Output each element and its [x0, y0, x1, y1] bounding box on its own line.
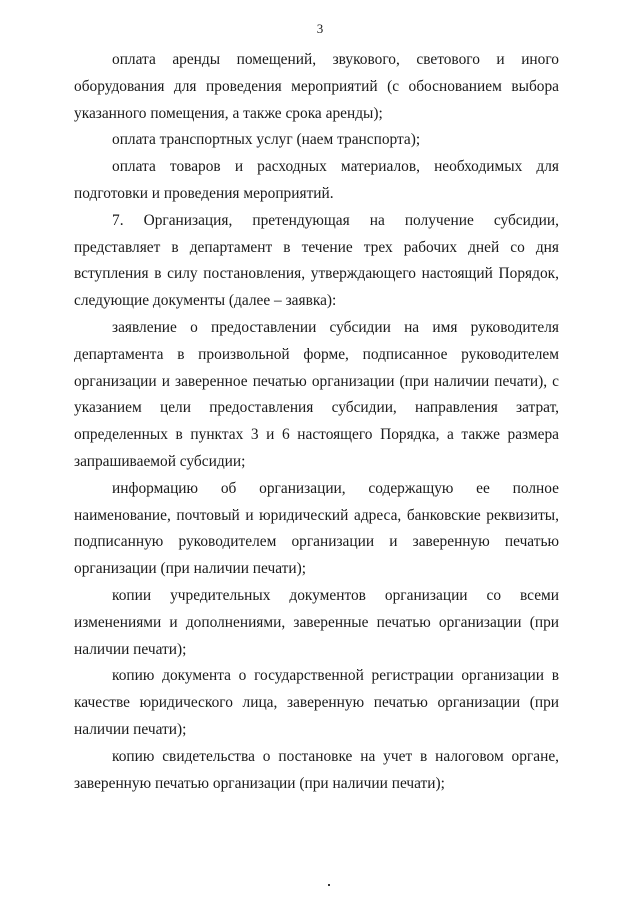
- paragraph-item-7: 7. Организация, претендующая на получение субсидии, представляет в департамент в течение трех рабочих дней со дня вступления в силу постановления, утверждающего настоящий Порядок, следующие документы (далее – заявка):: [74, 211, 559, 310]
- paragraph-founding-documents: копии учредительных документов организации со всеми изменениями и дополнениями, заверенные печатью организации (при наличии печати);: [74, 586, 559, 658]
- document-body: [74, 47, 559, 797]
- paragraph-transport: оплата транспортных услуг (наем транспорта);: [112, 131, 421, 149]
- scan-dot: [328, 884, 330, 886]
- paragraph-rent-equipment: оплата аренды помещений, звукового, светового и иного оборудования для проведения мероприятий (с обоснованием выбора указанного помещения, а также срока аренды);: [74, 51, 559, 122]
- paragraph-registration: копию документа о государственной регистрации организации в качестве юридического лица, заверенную печатью организации (при наличии печати);: [74, 667, 559, 738]
- paragraph-organization-info: информацию об организации, содержащую ее полное наименование, почтовый и юридический адреса, банковские реквизиты, подписанную руководителем организации и заверенную печатью организации (при наличии печати);: [74, 479, 559, 578]
- paragraph-goods-materials: оплата товаров и расходных материалов, необходимых для подготовки и проведения мероприятий.: [74, 158, 559, 202]
- page-number: 3: [316, 21, 324, 36]
- paragraph-tax-certificate: копию свидетельства о постановке на учет в налоговом органе, заверенную печатью организации (при наличии печати);: [74, 747, 559, 792]
- paragraph-application: заявление о предоставлении субсидии на имя руководителя департамента в произвольной форме, подписанное руководителем организации и заверенное печатью организации (при наличии печати), с указанием цели предоставления субсидии, направления затрат, определенных в пунктах 3 и 6 настоящего Порядка, а также размера запрашиваемой субсидии;: [74, 318, 559, 470]
